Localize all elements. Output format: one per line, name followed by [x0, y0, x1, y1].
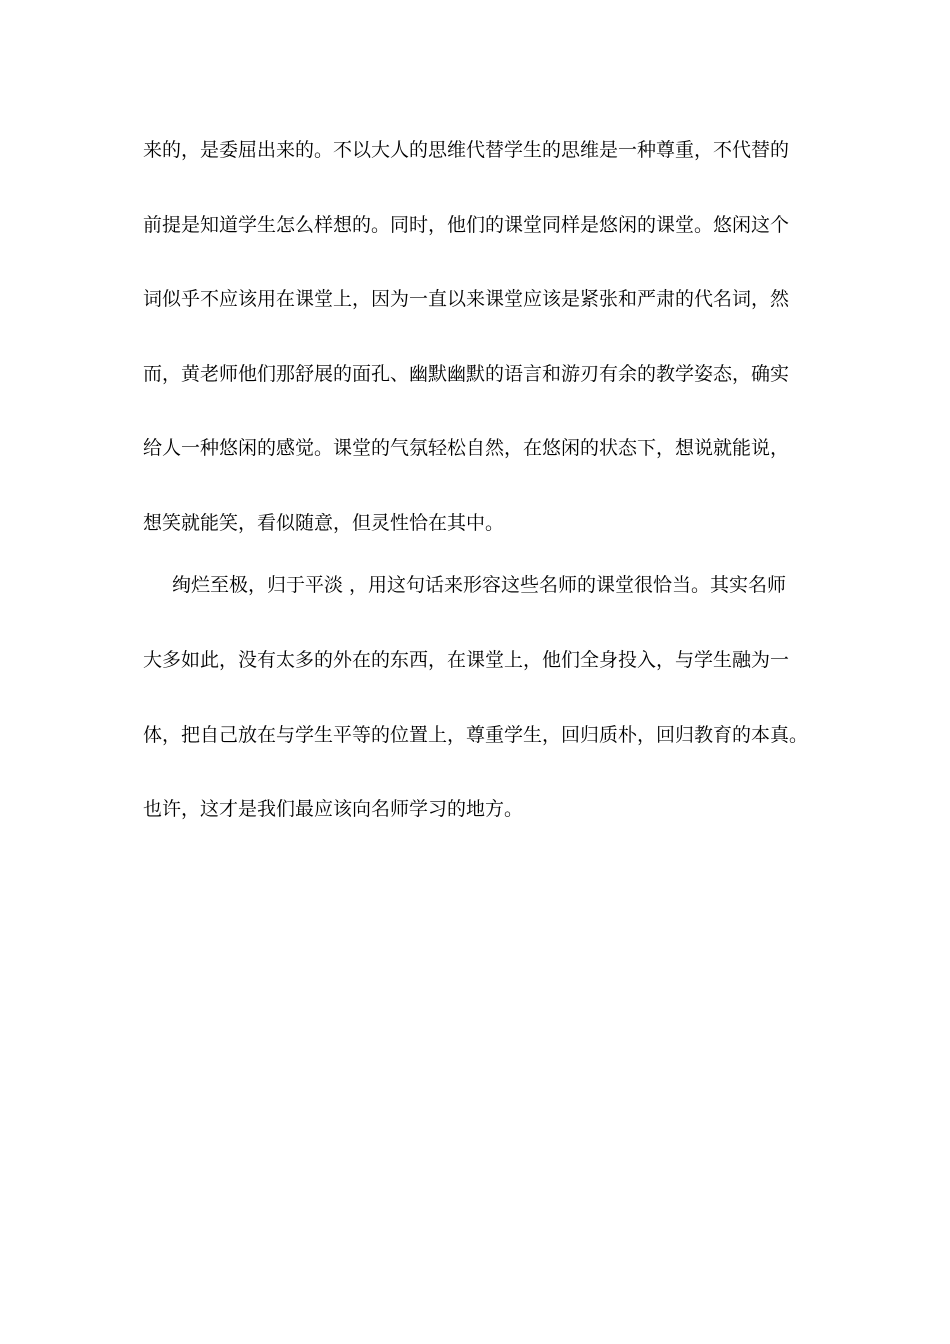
text-line: 想笑就能笑，看似随意，但灵性恰在其中。	[143, 512, 505, 534]
text-line: 前提是知道学生怎么样想的。同时，他们的课堂同样是悠闲的课堂。悠闲这个	[143, 214, 790, 236]
text-line: 也许，这才是我们最应该向名师学习的地方。	[143, 798, 524, 820]
text-line: 大多如此，没有太多的外在的东西，在课堂上，他们全身投入，与学生融为一	[143, 649, 790, 671]
text-line: 词似乎不应该用在课堂上，因为一直以来课堂应该是紧张和严肃的代名词，然	[143, 288, 790, 310]
text-line: 给人一种悠闲的感觉。课堂的气氛轻松自然，在悠闲的状态下，想说就能说，	[143, 437, 790, 459]
text-line: 体，把自己放在与学生平等的位置上，尊重学生，回归质朴，回归教育的本真。	[143, 724, 809, 746]
text-line: 而，黄老师他们那舒展的面孔、幽默幽默的语言和游刃有余的教学姿态，确实	[143, 363, 790, 385]
text-line: 来的，是委屈出来的。不以大人的思维代替学生的思维是一种尊重，不代替的	[143, 139, 790, 161]
text-line: 绚烂至极，归于平淡 ，用这句话来形容这些名师的课堂很恰当。其实名师	[172, 574, 787, 596]
